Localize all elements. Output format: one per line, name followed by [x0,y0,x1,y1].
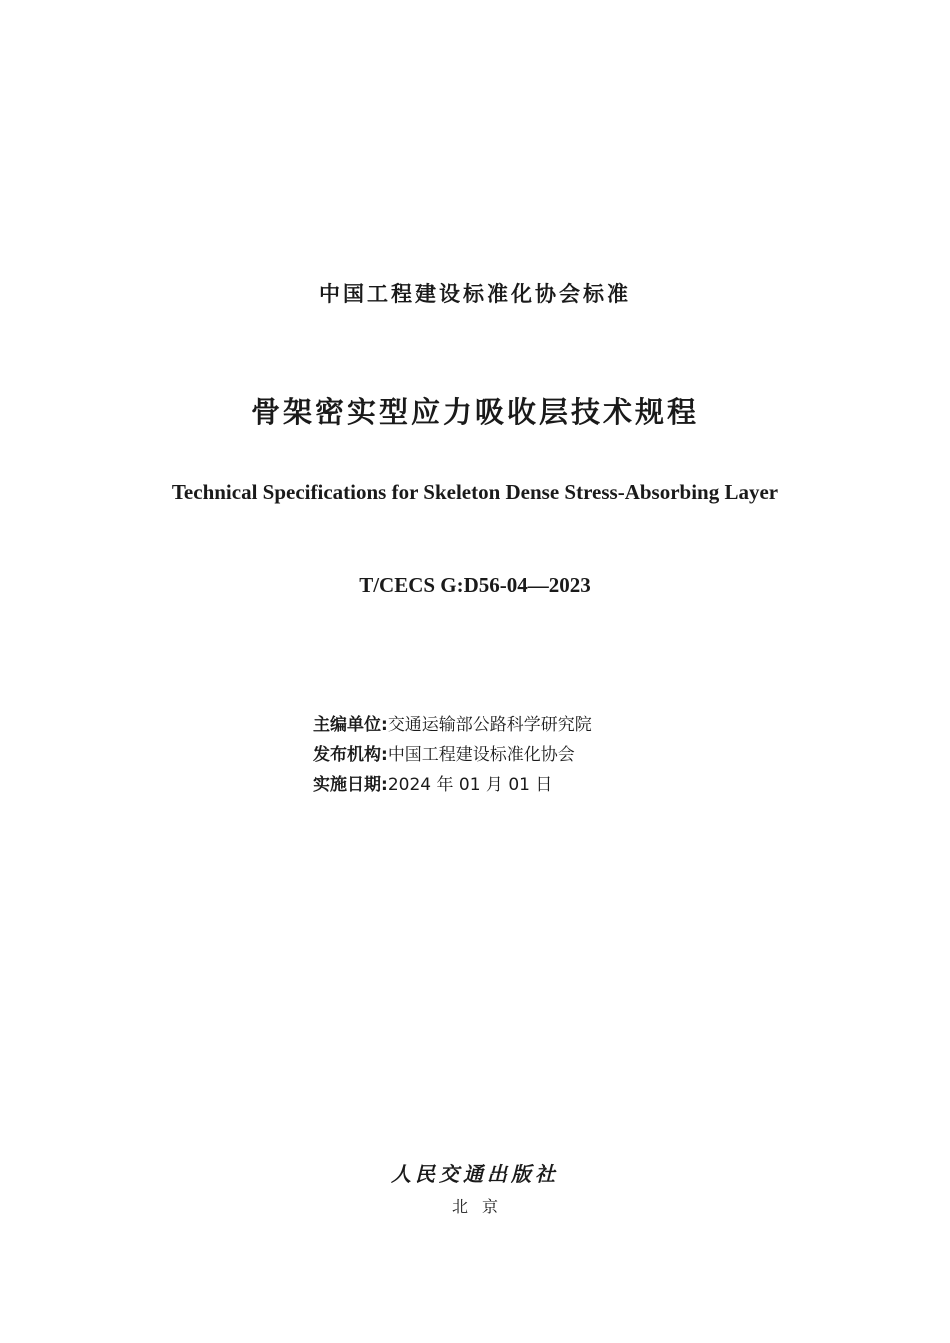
publisher-name: 人民交通出版社 [391,1162,559,1186]
publishing-body-row [313,740,592,770]
publishing-body-label: 发布机构: [313,745,388,765]
document-info-block [313,710,592,800]
chief-editor-value: 交通运输部公路科学研究院 [387,715,592,735]
document-title-english: Technical Specifications for Skeleton Dense Stress-Absorbing Layer [171,480,779,504]
standard-code: T/CECS G:D56-04—2023 [359,573,591,597]
effective-date-value: 2024 年 01 月 01 日 [387,775,553,795]
publishing-body-value: 中国工程建设标准化协会 [387,745,575,765]
chief-editor-row [313,710,592,740]
document-title-chinese: 骨架密实型应力吸收层技术规程 [250,395,699,429]
issuing-organization: 中国工程建设标准化协会标准 [319,282,631,306]
chief-editor-label: 主编单位: [313,715,388,735]
effective-date-label: 实施日期: [313,775,388,795]
publisher-city: 北京 [451,1197,512,1216]
effective-date-row [313,770,592,800]
